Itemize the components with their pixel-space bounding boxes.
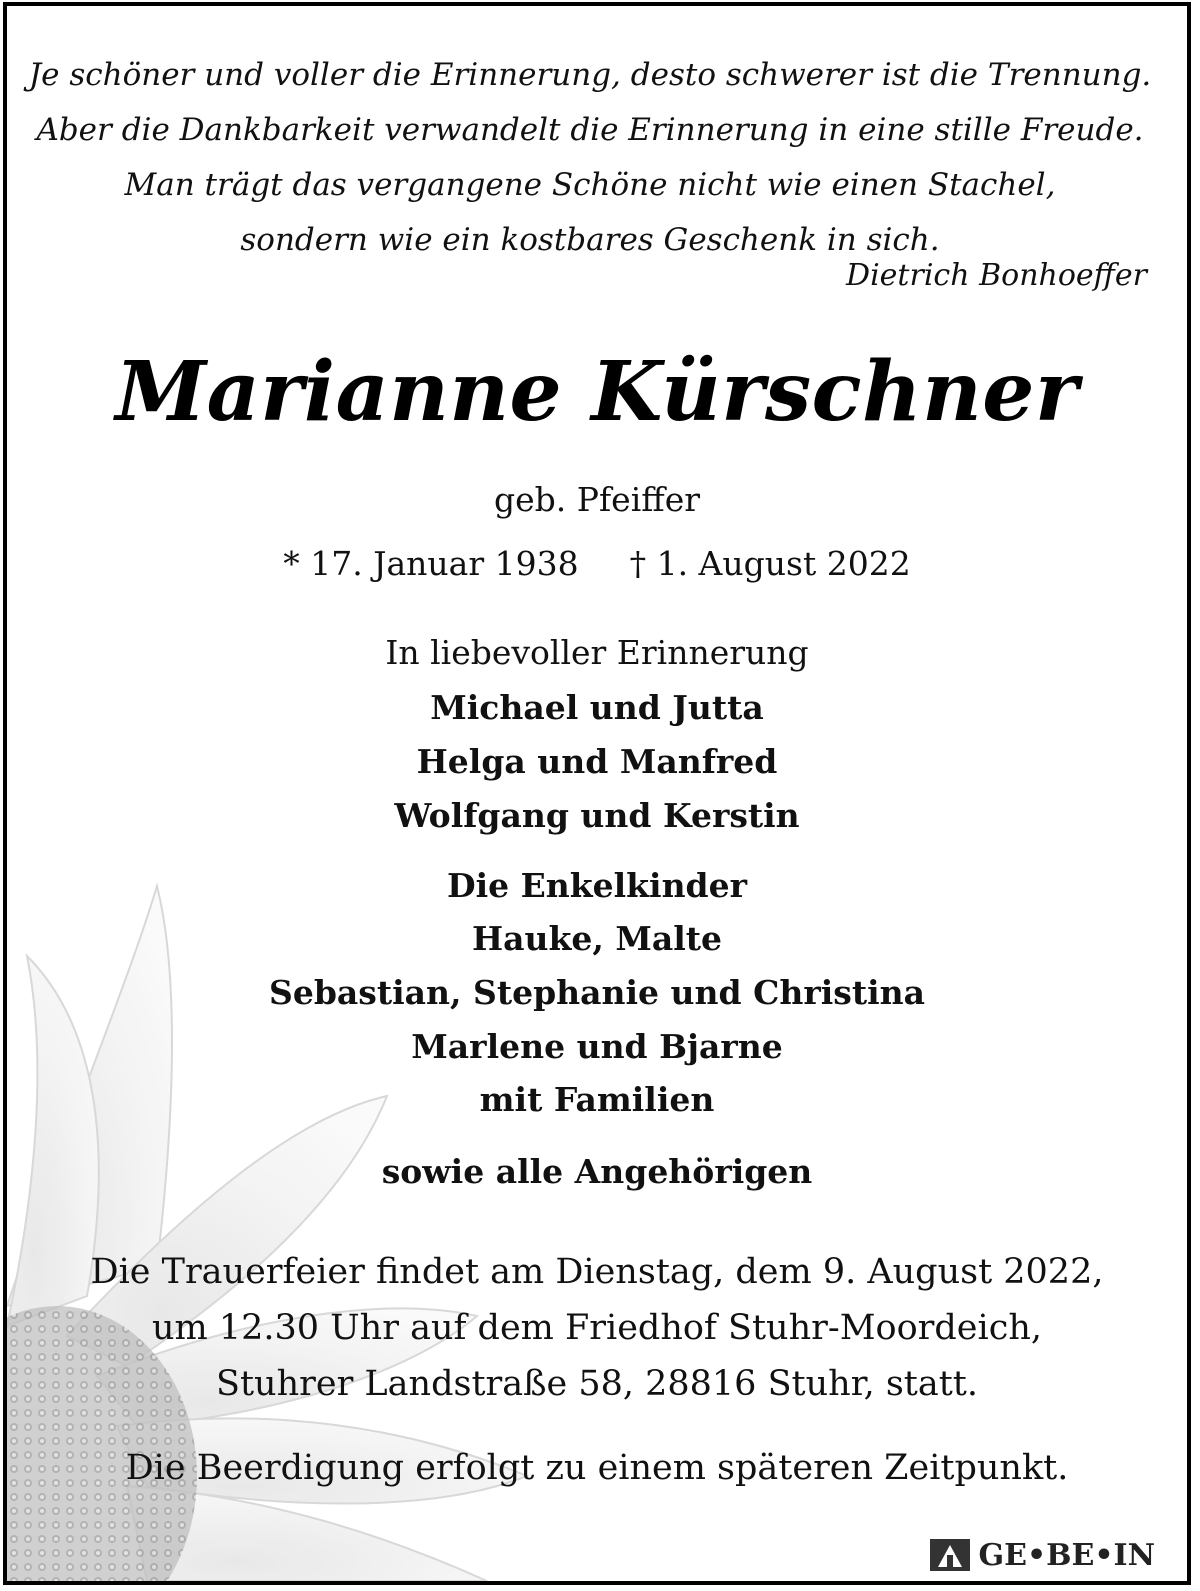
logo-text: GE•BE•IN xyxy=(978,1537,1155,1573)
service-info xyxy=(7,1244,1187,1412)
mourner-name: Helga und Manfred xyxy=(416,742,778,781)
quote-line: Man trägt das vergangene Schöne nicht wie einen Stachel, xyxy=(124,167,1056,203)
relatives-line: sowie alle Angehörigen xyxy=(381,1152,813,1191)
birth-name: geb. Pfeiffer xyxy=(493,480,700,519)
publisher-logo xyxy=(926,1537,1157,1573)
death-date: † 1. August 2022 xyxy=(629,544,911,583)
quote-line: sondern wie ein kostbares Geschenk in sich. xyxy=(240,222,940,258)
service-line: Die Trauerfeier findet am Dienstag, dem 9. August 2022, xyxy=(90,1252,1104,1292)
service-line: um 12.30 Uhr auf dem Friedhof Stuhr-Moordeich, xyxy=(152,1308,1042,1348)
grandchild-name: Marlene und Bjarne xyxy=(411,1027,783,1066)
grandchildren-heading: Die Enkelkinder xyxy=(446,866,748,905)
grandchild-name: mit Familien xyxy=(479,1080,715,1119)
logo-icon xyxy=(928,1537,972,1573)
mourners-intro: In liebevoller Erinnerung xyxy=(385,633,809,672)
quote-author: Dietrich Bonhoeffer xyxy=(846,258,1147,293)
obituary-frame xyxy=(3,2,1191,1585)
quote-block xyxy=(27,48,1153,268)
quote-line: Je schöner und voller die Erinnerung, desto schwerer ist die Trennung. xyxy=(28,57,1152,93)
birth-date: * 17. Januar 1938 xyxy=(283,544,579,583)
deceased-name: Marianne Kürschner xyxy=(115,344,1079,440)
mourner-name: Wolfgang und Kerstin xyxy=(394,796,800,835)
grandchild-name: Sebastian, Stephanie und Christina xyxy=(269,973,925,1012)
quote-line: Aber die Dankbarkeit verwandelt die Erinnerung in eine stille Freude. xyxy=(36,112,1144,148)
service-line: Stuhrer Landstraße 58, 28816 Stuhr, statt. xyxy=(216,1364,978,1404)
mourner-name: Michael und Jutta xyxy=(430,688,764,727)
grandchild-name: Hauke, Malte xyxy=(471,919,723,958)
life-dates xyxy=(7,544,1187,583)
burial-note: Die Beerdigung erfolgt zu einem späteren Zeitpunkt. xyxy=(125,1448,1069,1488)
